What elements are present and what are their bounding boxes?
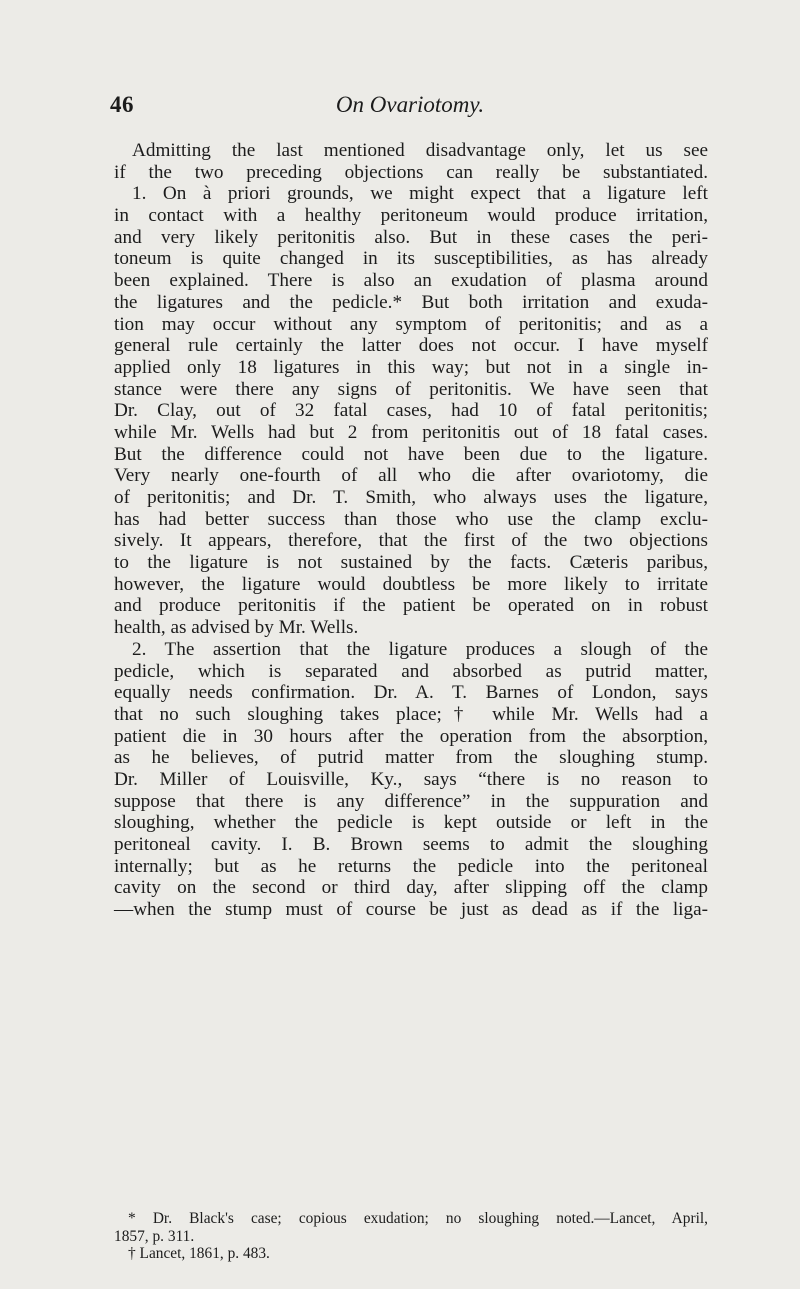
- text-line: if the two preceding objections can really be substantiated.: [114, 161, 708, 183]
- footnotes: [114, 1210, 708, 1263]
- text-line: Dr. Miller of Louisville, Ky., says “there is no reason to: [114, 768, 708, 790]
- text-line: that no such sloughing takes place;† while Mr. Wells had a: [114, 703, 708, 725]
- text-line: sively. It appears, therefore, that the first of the two objections: [114, 530, 708, 552]
- text-line: pedicle, which is separated and absorbed as putrid matter,: [114, 660, 708, 682]
- text-line: the ligatures and the pedicle.* But both irritation and exuda-: [114, 291, 708, 313]
- page-header: [110, 92, 710, 122]
- text-line: and very likely peritonitis also. But in these cases the peri-: [114, 226, 708, 248]
- text-line: to the ligature is not sustained by the facts. Cæteris paribus,: [114, 552, 708, 574]
- text-line: suppose that there is any difference” in the suppuration and: [114, 790, 708, 812]
- text-line: patient die in 30 hours after the operation from the absorption,: [114, 725, 708, 747]
- text-line: stance were there any signs of peritonitis. We have seen that: [114, 378, 708, 400]
- text-line: 2. The assertion that the ligature produces a slough of the: [132, 638, 708, 660]
- text-line: in contact with a healthy peritoneum would produce irritation,: [114, 205, 708, 227]
- text-line: toneum is quite changed in its susceptibilities, as has already: [114, 248, 708, 270]
- footnote-line: 1857, p. 311.: [114, 1227, 195, 1245]
- text-line: as he believes, of putrid matter from the sloughing stump.: [114, 747, 708, 769]
- text-line: health, as advised by Mr. Wells.: [114, 617, 359, 639]
- text-line: while Mr. Wells had but 2 from peritonitis out of 18 fatal cases.: [114, 421, 708, 443]
- text-line: Dr. Clay, out of 32 fatal cases, had 10 of fatal peritonitis;: [114, 400, 708, 422]
- page-number: 46: [110, 92, 134, 117]
- text-line: Very nearly one-fourth of all who die after ovariotomy, die: [114, 465, 708, 487]
- text-line: But the difference could not have been due to the ligature.: [114, 443, 708, 465]
- text-line: has had better success than those who use the clamp exclu-: [114, 508, 708, 530]
- text-line: tion may occur without any symptom of peritonitis; and as a: [114, 313, 708, 335]
- running-title: On Ovariotomy.: [335, 92, 485, 117]
- text-line: been explained. There is also an exudation of plasma around: [114, 270, 708, 292]
- text-line: Admitting the last mentioned disadvantage only, let us see: [132, 140, 708, 161]
- text-line: of peritonitis; and Dr. T. Smith, who always uses the ligature,: [114, 487, 708, 508]
- text-line: general rule certainly the latter does not occur. I have myself: [114, 335, 708, 357]
- text-line: applied only 18 ligatures in this way; but not in a single in-: [114, 356, 708, 378]
- text-line: 1. On à priori grounds, we might expect that a ligature left: [132, 183, 708, 205]
- text-line: sloughing, whether the pedicle is kept outside or left in the: [114, 812, 708, 834]
- text-line: peritoneal cavity. I. B. Brown seems to admit the sloughing: [114, 834, 708, 855]
- footnote-line: * Dr. Black's case; copious exudation; no sloughing noted.—Lancet, April,: [128, 1210, 708, 1227]
- text-line: however, the ligature would doubtless be more likely to irritate: [114, 573, 708, 595]
- text-line: equally needs confirmation. Dr. A. T. Barnes of London, says: [114, 682, 708, 704]
- body-text: [114, 140, 708, 921]
- text-line: and produce peritonitis if the patient be operated on in robust: [114, 595, 708, 617]
- footnote-line: † Lancet, 1861, p. 483.: [128, 1245, 270, 1262]
- text-line: —when the stump must of course be just as dead as if the liga-: [114, 899, 708, 921]
- text-line: internally; but as he returns the pedicle into the peritoneal: [114, 855, 708, 877]
- text-line: cavity on the second or third day, after slipping off the clamp: [114, 877, 708, 899]
